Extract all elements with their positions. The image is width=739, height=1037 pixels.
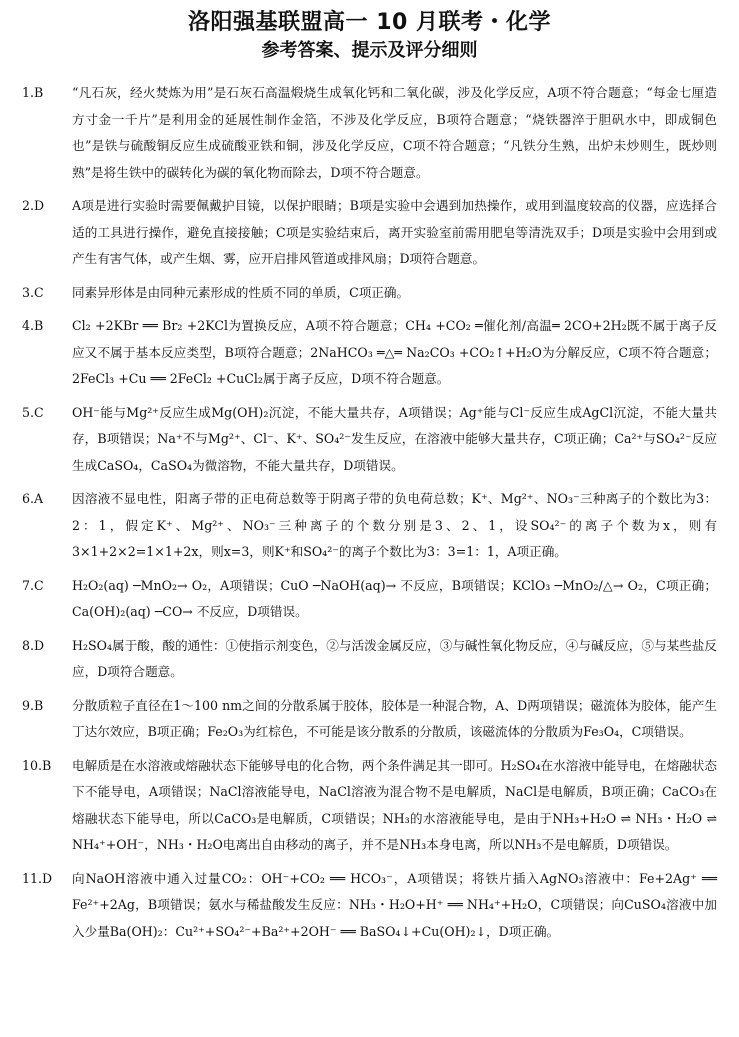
answer-item-4 [22,313,717,393]
answer-number: 10.B [22,757,52,773]
answer-explanation: 向NaOH溶液中通入过量CO₂：OH⁻+CO₂ ══ HCO₃⁻，A项错误；将铁片插入AgNO₃溶液中：Fe+2Ag⁺ ══ Fe²⁺+2Ag，B项错误；氨水与稀盐酸发生反应：NH₃・H₂O+H⁺ ══ NH₄⁺+H₂O，C项错误；向CuSO₄溶液中加入少量Ba(OH)₂：Cu²⁺+SO₄²⁻+Ba²⁺+2OH⁻ ══ BaSO₄↓+Cu(OH)₂↓，D项正确。 [72,870,717,939]
answer-number: 3.C [22,284,44,300]
answer-explanation: 电解质是在水溶液或熔融状态下能够导电的化合物，两个条件满足其一即可。H₂SO₄在水溶液中能导电，在熔融状态下不能导电，A项错误；NaCl溶液能导电，NaCl溶液为混合物不是电解质，NaCl是电解质，B项正确；CaCO₃在熔融状态下能导电，所以CaCO₃是电解质，C项错误；NH₃的水溶液能导电，是由于NH₃+H₂O ⇌ NH₃・H₂O ⇌ NH₄⁺+OH⁻，NH₃・H₂O电离出自由移动的离子，并不是NH₃本身电离，所以NH₃不是电解质，D项错误。 [72,757,717,852]
answer-number: 6.A [22,491,44,506]
answer-explanation: H₂O₂(aq) ─MnO₂→ O₂，A项错误；CuO ─NaOH(aq)→ 不反应，B项错误；KClO₃ ─MnO₂/△→ O₂，C项正确；Ca(OH)₂(aq) ─CO→ 不反应，D项错误。 [72,577,717,619]
answer-number: 11.D [22,870,53,886]
answer-explanation: Cl₂ +2KBr ══ Br₂ +2KCl为置换反应，A项不符合题意；CH₄ +CO₂ ═催化剂/高温═ 2CO+2H₂既不属于离子反应又不属于基本反应类型，B项符合题意；2NaHCO₃ ═△═ Na₂CO₃ +CO₂↑+H₂O为分解反应，C项不符合题意；2FeCl₃ +Cu ══ 2FeCl₂ +CuCl₂属于离子反应，D项不符合题意。 [72,318,717,386]
answer-item-6 [22,486,717,566]
answer-number: 5.C [22,404,44,420]
answer-number: 9.B [22,697,44,713]
answer-item-3 [22,280,717,307]
answer-explanation: A项是进行实验时需要佩戴护目镜，以保护眼睛；B项是实验中会遇到加热操作，或用到温度较高的仪器，应选择合适的工具进行操作，避免直接接触；C项是实验结束后，离开实验室前需用肥皂等清洗双手；D项是实验中会用到或产生有害气体，或产生烟、雾，应开启排风管道或排风扇；D项符合题意。 [72,198,717,266]
answer-explanation: H₂SO₄属于酸，酸的通性：①使指示剂变色，②与活泼金属反应，③与碱性氧化物反应，④与碱反应，⑤与某些盐反应，D项符合题意。 [72,637,717,679]
answer-number: 4.B [22,318,44,333]
answer-number: 1.B [22,85,44,100]
answer-item-9 [22,693,717,746]
answer-explanation: OH⁻能与Mg²⁺反应生成Mg(OH)₂沉淀，不能大量共存，A项错误；Ag⁺能与Cl⁻反应生成AgCl沉淀，不能大量共存，B项错误；Na⁺不与Mg²⁺、Cl⁻、K⁺、SO₄²⁻发生反应，在溶液中能够大量共存，C项正确；Ca²⁺与SO₄²⁻反应生成CaSO₄，CaSO₄为微溶物，不能大量共存，D项错误。 [72,404,717,473]
answer-item-2 [22,193,717,273]
answer-item-1 [22,80,717,186]
answer-item-10 [22,753,717,859]
answer-explanation: “凡石灰，经火焚炼为用”是石灰石高温煅烧生成氧化钙和二氧化碳，涉及化学反应，A项不符合题意；“每金七厘造方寸金一千片”是利用金的延展性制作金箔，不涉及化学反应，B项符合题意；“烧铁器淬于胆矾水中，即成铜色也”是铁与硫酸铜反应生成硫酸亚铁和铜，涉及化学反应，C项不符合题意；“凡铁分生熟，出炉未炒则生，既炒则熟”是将生铁中的碳转化为碳的氧化物而除去，D项不符合题意。 [72,85,717,180]
answer-explanation: 因溶液不显电性，阳离子带的正电荷总数等于阴离子带的负电荷总数；K⁺、Mg²⁺、NO₃⁻三种离子的个数比为3：2：1，假定K⁺、Mg²⁺、NO₃⁻三种离子的个数分别是3、2、1，设SO₄²⁻的离子个数为x，则有3×1+2×2=1×1+2x，则x=3，则K⁺和SO₄²⁻的离子个数比为3：3=1：1，A项正确。 [72,491,717,559]
answer-item-5 [22,400,717,480]
answer-list [22,80,717,945]
answer-item-7 [22,573,717,626]
answer-explanation: 分散质粒子直径在1～100 nm之间的分散系属于胶体，胶体是一种混合物，A、D两项错误；磁流体为胶体，能产生丁达尔效应，B项正确；Fe₂O₃为红棕色，不可能是该分散系的分散质，该磁流体的分散质为Fe₃O₄，C项错误。 [72,697,717,739]
answer-number: 8.D [22,637,45,653]
answer-explanation: 同素异形体是由同种元素形成的性质不同的单质，C项正确。 [72,284,410,300]
answer-number: 7.C [22,577,44,593]
answer-number: 2.D [22,198,45,213]
document-subtitle: 参考答案、提示及评分细则 [261,40,478,61]
answer-item-11 [22,866,717,946]
answer-item-8 [22,633,717,686]
document-title: 洛阳强基联盟高一 10 月联考・化学 [188,10,551,35]
